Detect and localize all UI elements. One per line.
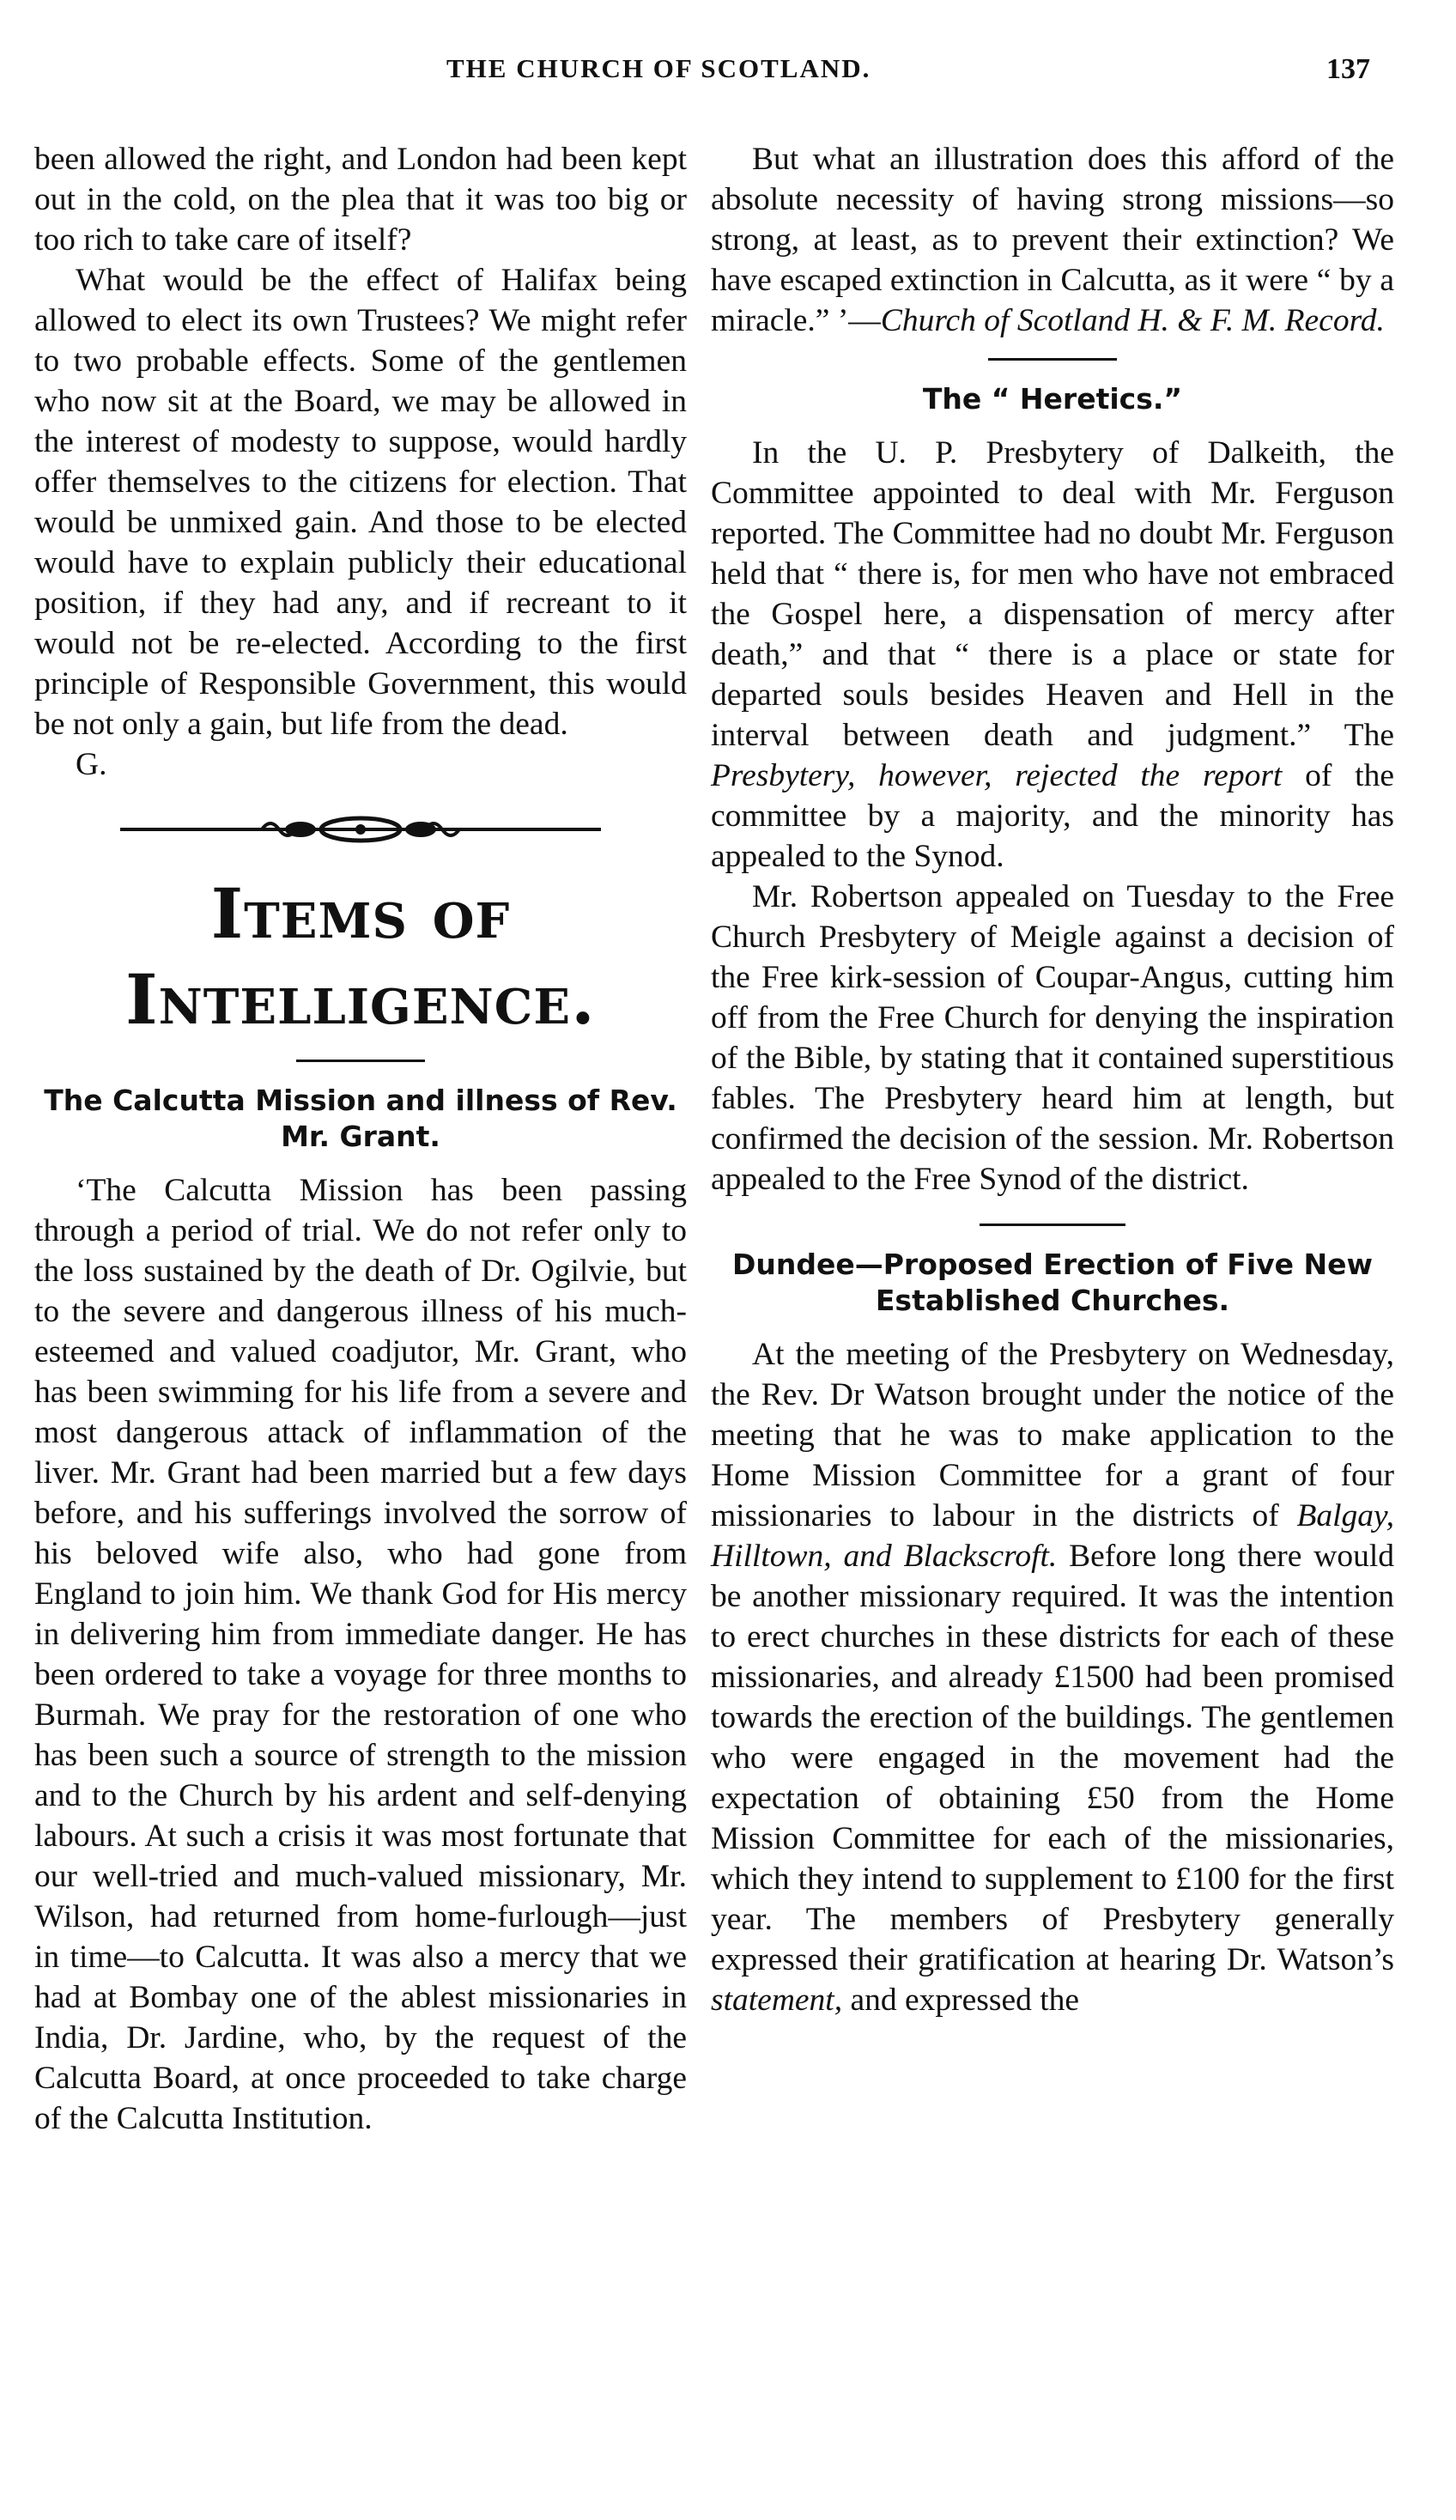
page-number: 137 — [1326, 53, 1370, 85]
section-rule — [296, 1060, 425, 1062]
signature: G. — [76, 747, 107, 782]
running-title: THE CHURCH OF SCOTLAND. — [446, 53, 871, 83]
rule-divider-1 — [988, 358, 1117, 361]
dundee-heading: Dundee—Proposed Erection of Five New Established Churches. — [731, 1248, 1374, 1317]
heretics-paragraph-1 — [711, 433, 1394, 877]
rule-divider-2 — [980, 1224, 1125, 1226]
heretics-paragraph-1-text-b: of the committee by a majority, and the minority has appealed to the Synod. — [711, 758, 1394, 874]
calcutta-heading: The Calcutta Mission and illness of Rev. Mr. Grant. — [44, 1084, 677, 1153]
dundee-text-c: and expressed the — [850, 1983, 1080, 2018]
running-header — [0, 53, 1456, 105]
ornament-divider — [103, 814, 618, 845]
dundee-text-a: At the meeting of the Presbytery on Wednesday, the Rev. Dr Watson brought under the notice of the meeting that he was to make application to the Home Mission Committee for a grant of four missionaries to labour in the districts of — [711, 1337, 1394, 1533]
dundee-districts: Balgay, Hilltown, and Blackscroft. — [711, 1498, 1395, 1574]
calcutta-continuation-text: But what an illustration does this afford of the absolute necessity of having strong missions—so strong, at least, as to prevent their extinction? We have escaped extinction in Calcutta, as it were “ by a miracle.” ’— — [711, 142, 1394, 338]
calcutta-body: ‘The Calcutta Mission has been passing through a period of trial. We do not refer only to the loss sustained by the death of Dr. Ogilvie, but to the severe and dangerous illness of his much-esteemed and valued coadjutor, Mr. Grant, who has been swimming for his life from a severe and most dangerous attack of inflammation of the liver. Mr. Grant had been married but a few days before, and his sufferings involved the sorrow of his beloved wife also, who had gone from England to join him. We thank God for His mercy in delivering him from immediate danger. He has been ordered to take a voyage for three months to Burmah. We pray for the restoration of one who has been such a source of strength to the mission and to the Church by his ardent and self-denying labours. At such a crisis it was most fortunate that our well-tried and much-valued missionary, Mr. Wilson, had returned from home-furlough—just in time—to Calcutta. It was also a mercy that we had at Bombay one of the ablest missionaries in India, Dr. Jardine, who, by the request of the Calcutta Board, at once proceeded to take charge of the Calcutta Institution. — [34, 1173, 687, 2136]
heretics-paragraph-1-emphasis: Presbytery, however, rejected the report — [711, 758, 1283, 793]
dundee-statement: statement, — [711, 1983, 843, 2018]
halifax-paragraph-2: What would be the effect of Halifax being allowed to elect its own Trustees? We might refer to two probable effects. Some of the gentlemen who now sit at the Board, we may be allowed in the interest of modesty to suppose, would hardly offer themselves to the citizens for election. That would be unmixed gain. And those to be elected would have to explain publicly their educational position, if they had any, and if recreant to it would not be re-elected. According to the first principle of Responsible Government, this would be not only a gain, but life from the dead. — [34, 263, 687, 742]
heretics-heading: The “ Heretics.” — [922, 382, 1183, 416]
source-citation: Church of Scotland H. & F. M. Record. — [880, 303, 1385, 338]
right-column — [711, 139, 1394, 2020]
heretics-paragraph-2: Mr. Robertson appealed on Tuesday to the Free Church Presbytery of Meigle against a decision of the Free kirk-session of Coupar-Angus, cutting him off from the Free Church for denying the inspiration of the Bible, by stating that it contained superstitious fables. The Presbytery heard him at length, but confirmed the decision of the session. Mr. Robertson appealed to the Free Synod of the district. — [711, 879, 1394, 1197]
calcutta-continuation — [711, 139, 1394, 341]
dundee-text-b: Before long there would be another missionary required. It was the intention to erect churches in these districts for each of these missionaries, and already £1500 had been promised towards the erection of the buildings. The gentlemen who were engaged in the movement had the expectation of obtaining £50 from the Home Mission Committee for each of the missionaries, which they intend to supplement to £100 for the first year. The members of Presbytery generally expressed their gratification at hearing Dr. Watson’s — [711, 1539, 1394, 1977]
halifax-paragraph-1: been allowed the right, and London had been kept out in the cold, on the plea that it was too big or too rich to take care of itself? — [34, 142, 687, 258]
left-column — [34, 139, 687, 2139]
section-title: Items of Intelligence. — [125, 873, 596, 1040]
heretics-paragraph-1-text-a: In the U. P. Presbytery of Dalkeith, the Committee appointed to deal with Mr. Ferguson reported. The Committee had no doubt Mr. Ferguson held that “ there is, for men who have not embraced the Gospel here, a dispensation of mercy after death,” and that “ there is a place or state for departed souls besides Heaven and Hell in the interval between death and judgment.” The — [711, 435, 1394, 753]
dundee-paragraph — [711, 1334, 1394, 2020]
